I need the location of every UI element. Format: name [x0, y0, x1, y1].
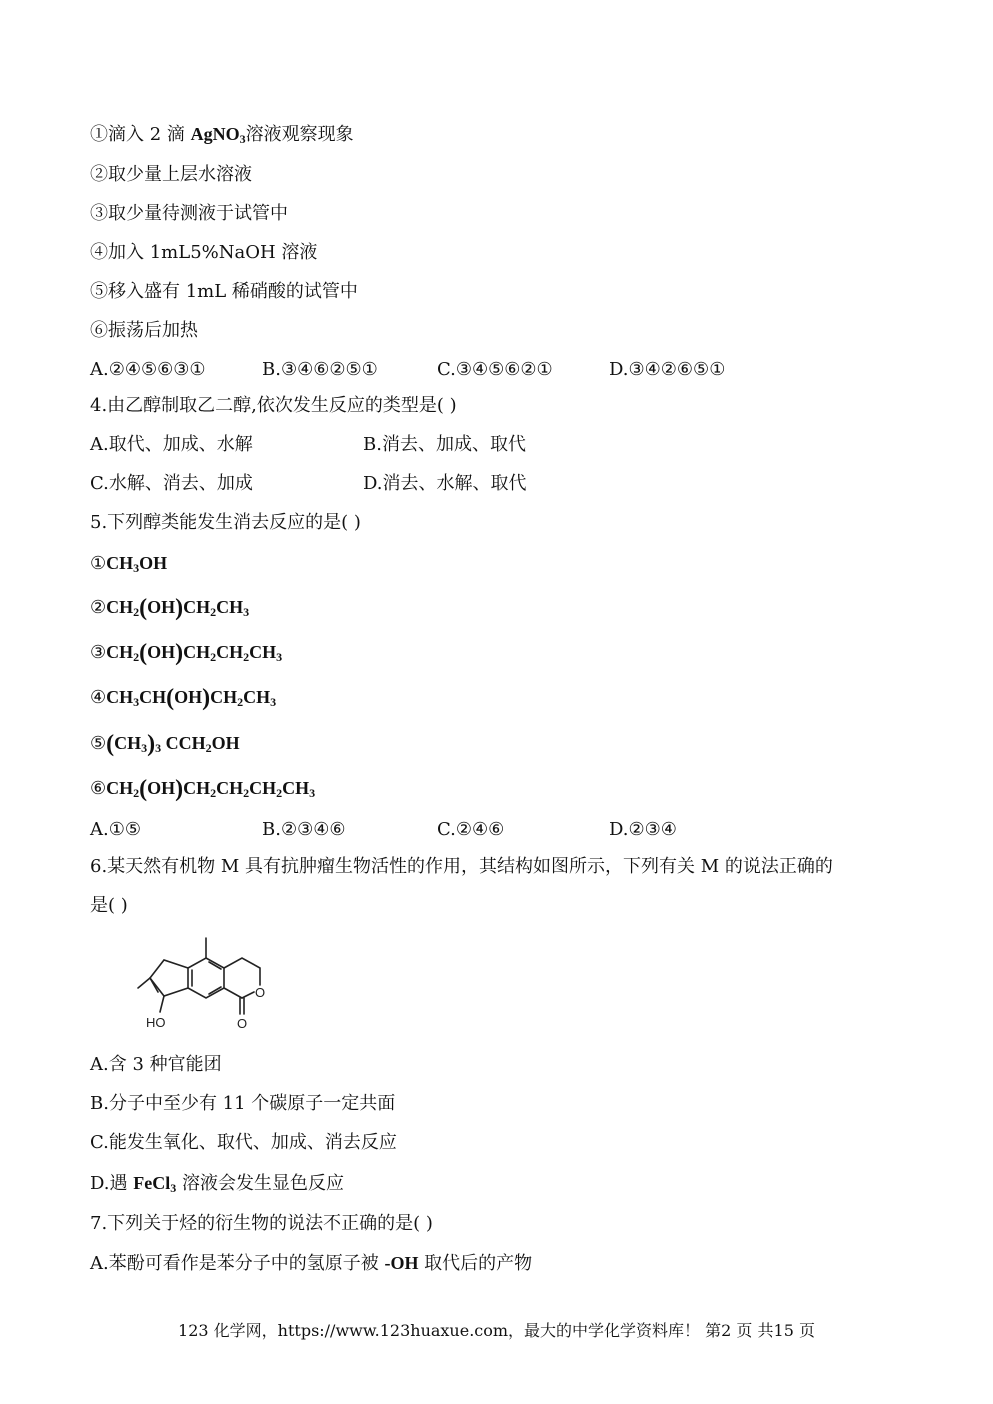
label-ho: HO [146, 1015, 166, 1030]
lactone-ring [224, 958, 260, 985]
q4-option-a: A.取代、加成、水解 [90, 434, 253, 455]
q3-option-a: A.②④⑤⑥③① [90, 359, 206, 380]
q5-option-c: C.②④⑥ [437, 819, 505, 840]
step-3: ③取少量待测液于试管中 [90, 203, 288, 224]
q4-option-c: C.水解、消去、加成 [90, 473, 253, 494]
q4-option-d: D.消去、水解、取代 [363, 473, 527, 494]
q5-item-6: $⑥CH_2(OH)CH_2CH_2CH_2CH_3$ [90, 776, 316, 802]
q7-option-a: A.苯酚可看作是苯分子中的氢原子被 -OH 取代后的产物 [90, 1253, 533, 1274]
q5-item-2: $②CH_2(OH)CH_2CH_3$ [90, 595, 250, 621]
step-4: ④加入 1mL5%NaOH 溶液 [90, 242, 318, 263]
q6-option-a: A.含 3 种官能团 [90, 1054, 222, 1075]
q7-stem: 7.下列关于烃的衍生物的说法不正确的是( ) [90, 1213, 433, 1234]
step-5: ⑤移入盛有 1mL 稀硝酸的试管中 [90, 281, 358, 302]
q4-option-b: B.消去、加成、取代 [363, 434, 526, 455]
step-2: ②取少量上层水溶液 [90, 164, 252, 185]
label-ring-oxygen: O [255, 985, 266, 1000]
footer-page-number: 第2 页 共15 页 [705, 1321, 815, 1340]
footer-site: 123 化学网，https://www.123huaxue.com，最大的中学化学资料库！ [178, 1321, 701, 1340]
q3-option-b: B.③④⑥②⑤① [262, 359, 378, 380]
q5-item-4: $④CH_3CH(OH)CH_2CH_3$ [90, 685, 277, 711]
page-footer [0, 1320, 993, 1342]
q5-option-d: D.②③④ [609, 819, 677, 840]
q6-stem-line2: 是( ) [90, 895, 128, 916]
label-carbonyl-oxygen: O [237, 1016, 248, 1031]
step-6: ⑥振荡后加热 [90, 320, 198, 341]
q6-option-c: C.能发生氧化、取代、加成、消去反应 [90, 1132, 397, 1153]
step-1: ①滴入 2 滴 AgNO$_3$溶液观察现象 [90, 124, 354, 146]
q6-option-b: B.分子中至少有 11 个碳原子一定共面 [90, 1093, 396, 1114]
q5-stem: 5.下列醇类能发生消去反应的是( ) [90, 512, 361, 533]
q6-option-d: D.遇 FeCl$_3$ 溶液会发生显色反应 [90, 1173, 344, 1195]
q3-option-d: D.③④②⑥⑤① [609, 359, 726, 380]
q6-stem-line1: 6.某天然有机物 M 具有抗肿瘤生物活性的作用，其结构如图所示，下列有关 M 的说法正确的 [90, 856, 833, 877]
cyclopentane-ring [150, 960, 188, 996]
q3-option-c: C.③④⑤⑥②① [437, 359, 553, 380]
q5-item-1: $①CH_3OH$ [90, 553, 168, 575]
q5-item-3: $③CH_2(OH)CH_2CH_2CH_3$ [90, 640, 283, 666]
benzene-ring [188, 958, 224, 998]
q4-stem: 4.由乙醇制取乙二醇,依次发生反应的类型是( ) [90, 395, 457, 416]
q5-option-b: B.②③④⑥ [262, 819, 346, 840]
molecule-structure-diagram [130, 930, 290, 1035]
q5-item-5: $⑤(CH_3)_3$ $CCH_2OH$ [90, 731, 240, 757]
q5-option-a: A.①⑤ [90, 819, 141, 840]
